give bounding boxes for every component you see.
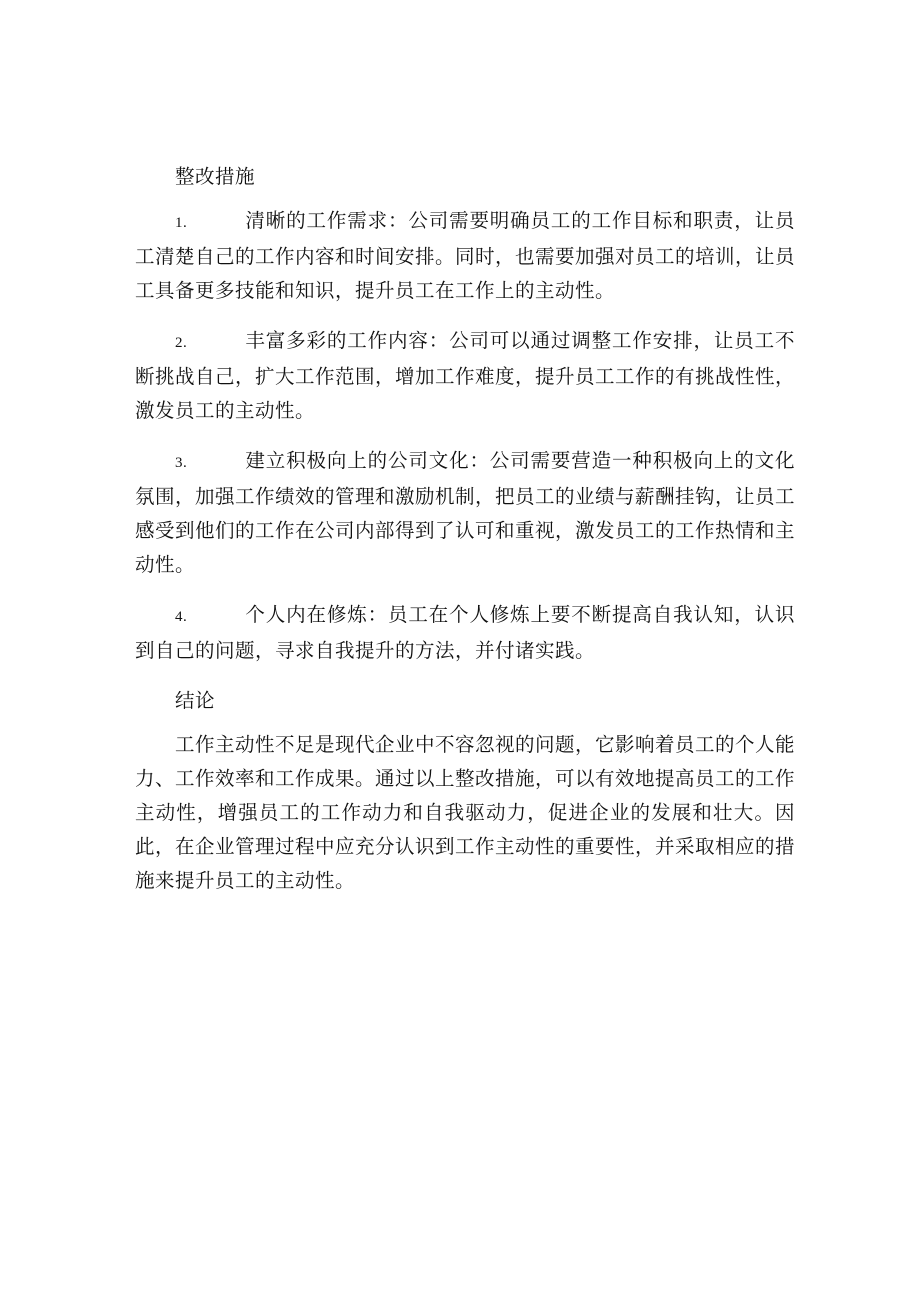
measure-item-4 (135, 598, 795, 668)
measure-number-3: 3. (175, 455, 188, 471)
measure-item-3 (135, 444, 795, 582)
measure-item-2 (135, 324, 795, 428)
measure-text-4: 个人内在修炼：员工在个人修炼上要不断提高自我认知，认识到自己的问题，寻求自我提升的方法，并付诸实践。 (135, 603, 795, 662)
conclusion-heading: 结论 (175, 689, 216, 712)
measure-item-1 (135, 204, 795, 308)
document-body (135, 160, 795, 898)
conclusion-paragraph: 工作主动性不足是现代企业中不容忽视的问题，它影响着员工的个人能力、工作效率和工作成果。通过以上整改措施，可以有效地提高员工的工作主动性，增强员工的工作动力和自我驱动力，促进企业的发展和壮大。因此，在企业管理过程中应充分认识到工作主动性的重要性，并采取相应的措施来提升员工的主动性。 (135, 733, 796, 892)
measure-number-1: 1. (175, 215, 188, 231)
measure-number-2: 2. (175, 335, 188, 351)
measure-text-3: 建立积极向上的公司文化：公司需要营造一种积极向上的文化氛围，加强工作绩效的管理和激励机制，把员工的业绩与薪酬挂钩，让员工感受到他们的工作在公司内部得到了认可和重视，激发员工的工作热情和主动性。 (135, 449, 796, 576)
measure-text-2: 丰富多彩的工作内容：公司可以通过调整工作安排，让员工不断挑战自己，扩大工作范围，增加工作难度，提升员工工作的有挑战性性，激发员工的主动性。 (135, 329, 796, 422)
measures-heading: 整改措施 (175, 165, 256, 188)
measure-text-1: 清晰的工作需求：公司需要明确员工的工作目标和职责，让员工清楚自己的工作内容和时间安排。同时，也需要加强对员工的培训，让员工具备更多技能和知识，提升员工在工作上的主动性。 (135, 209, 796, 302)
measure-number-4: 4. (175, 609, 188, 625)
